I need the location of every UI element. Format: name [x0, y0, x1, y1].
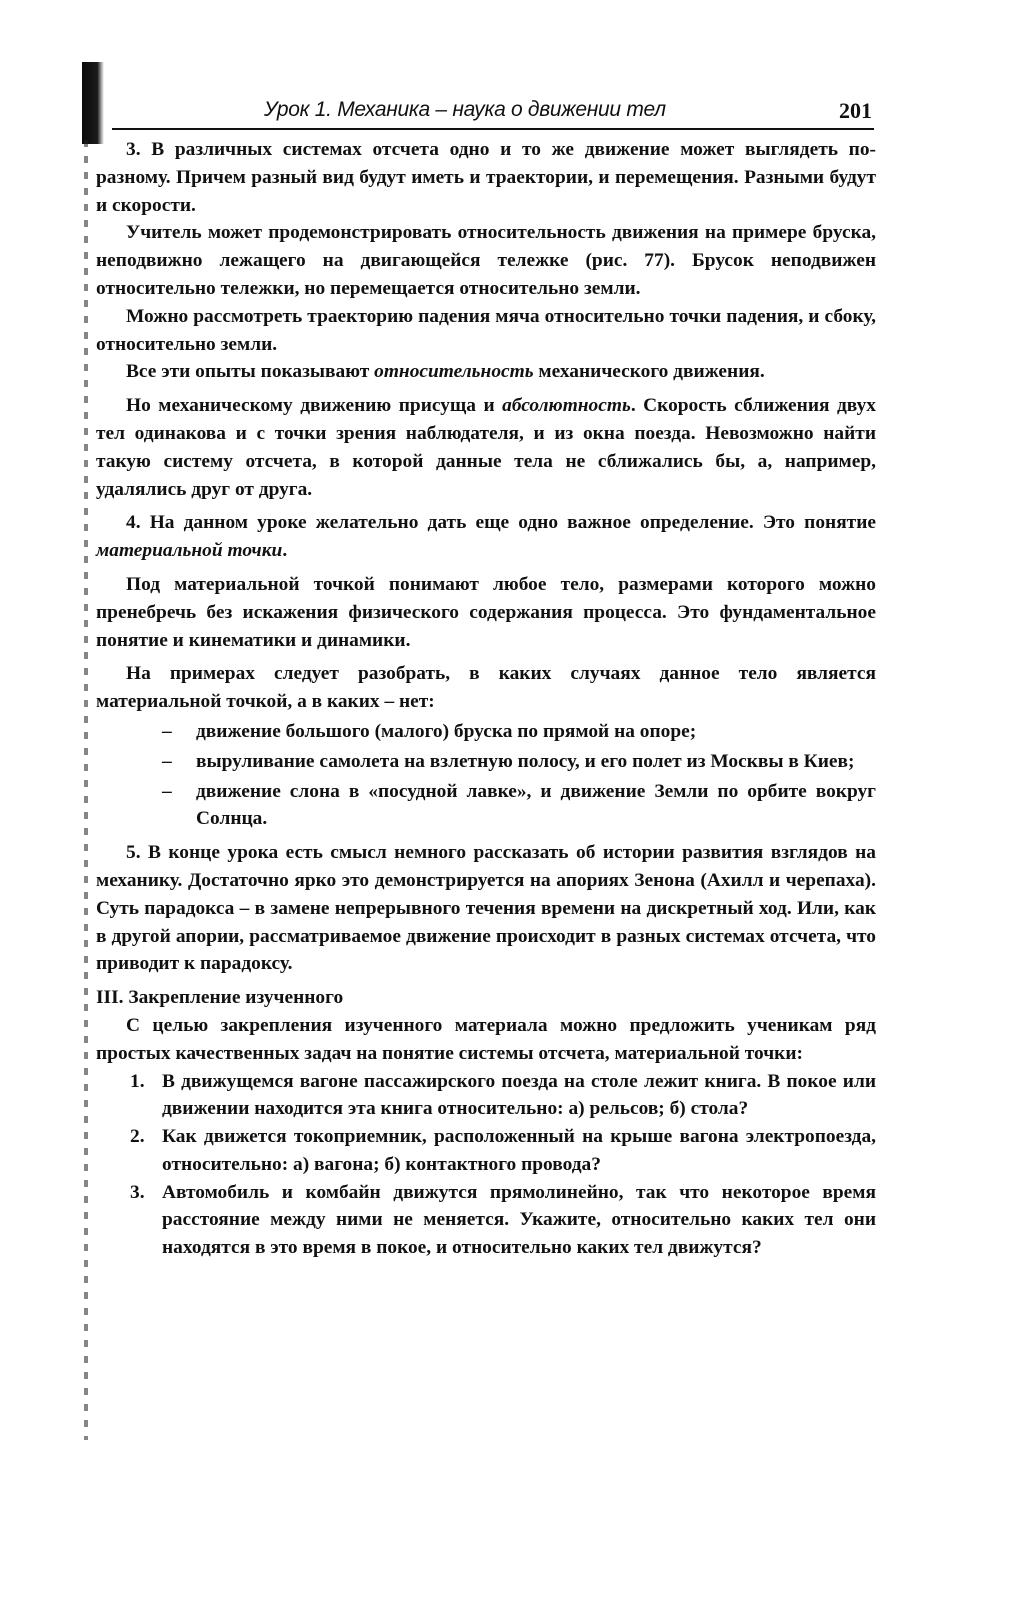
task-number: 1.	[130, 1070, 145, 1092]
running-title: Урок 1. Механика – наука о движении тел	[264, 98, 666, 121]
task-text: Автомобиль и комбайн движутся прямолинейно, так что некоторое время расстояние между ними не меняется. Укажите, относительно каких тел они находятся в это время в покое, и относительно каких тел движутся?	[162, 1181, 876, 1259]
page-body	[96, 136, 876, 1262]
binding-shadow	[82, 62, 104, 144]
text-run: механического движения.	[533, 361, 765, 383]
task-item	[130, 1179, 876, 1262]
paragraph-material-point-intro	[96, 509, 876, 565]
paragraph-zeno-aporias: 5. В конце урока есть смысл немного рассказать об истории развития взглядов на механику. Достаточно ярко это демонстрируется на апориях Зенона (Ахилл и черепаха). Суть парадокса – в замене непрерывного течения времени на дискретный ход. Или, как в другой апории, рассматриваемое движение происходит в разных системах отсчета, что приводит к парадоксу.	[96, 842, 876, 975]
paragraph-ball-trajectory: Можно рассмотреть траекторию падения мяча относительно точки падения, и сбоку, относительно земли.	[96, 305, 876, 355]
term-relativity: относительность	[374, 361, 534, 383]
page-number: 201	[839, 98, 872, 123]
paragraph-absoluteness	[96, 392, 876, 503]
text-run: . Скорость сближения двух тел одинакова и с точки зрения наблюдателя, и из окна поезда. Невозможно найти такую систему отсчета, в которой данные тела не сближались бы, а, например, удалялись друг от друга.	[96, 395, 876, 500]
page-edge-marks	[84, 140, 88, 1440]
paragraph-relativity	[96, 358, 876, 386]
paragraph-teacher-demo: Учитель может продемонстрировать относительность движения на примере бруска, неподвижно лежащего на двигающейся тележке (рис. 77). Брусок неподвижен относительно тележки, но перемещается относительно земли.	[96, 222, 876, 299]
task-number: 3.	[130, 1181, 145, 1203]
task-text: Как движется токоприемник, расположенный на крыше вагона электропоезда, относительно: а) вагона; б) контактного провода?	[162, 1126, 876, 1175]
page-header	[112, 98, 874, 130]
examples-list	[96, 718, 876, 833]
paragraph-examples-intro: На примерах следует разобрать, в каких случаях данное тело является материальной точкой, а в каких – нет:	[96, 663, 876, 713]
text-run: Но механическому движению присуща и	[126, 395, 503, 417]
list-item: – движение большого (малого) бруска по прямой на опоре;	[162, 718, 876, 746]
paragraph-consolidation: С целью закрепления изученного материала можно предложить ученикам ряд простых качественных задач на понятие системы отсчета, материальной точки:	[96, 1014, 876, 1064]
paragraph-reference-frames: 3. В различных системах отсчета одно и то же движение может выглядеть по-разному. Причем разный вид будут иметь и траектории, и перемещения. Разными будут и скорости.	[96, 139, 876, 216]
text-run: Все эти опыты показывают	[126, 361, 375, 383]
text-run: 4. На данном уроке желательно дать еще одно важное определение. Это понятие	[126, 512, 876, 534]
paragraph-material-point-definition: Под материальной точкой понимают любое тело, размерами которого можно пренебречь без искажения физического содержания процесса. Это фундаментальное понятие и кинематики и динамики.	[96, 573, 876, 651]
task-item	[130, 1123, 876, 1179]
term-absoluteness: абсолютность	[502, 395, 631, 417]
task-number: 2.	[130, 1126, 145, 1148]
term-material-point: материальной точки	[96, 540, 283, 562]
list-item: – движение слона в «посудной лавке», и движение Земли по орбите вокруг Солнца.	[162, 778, 876, 834]
tasks-list	[96, 1068, 876, 1263]
section-heading: III. Закрепление изученного	[96, 987, 344, 1009]
text-run: .	[282, 540, 288, 562]
task-text: В движущемся вагоне пассажирского поезда на столе лежит книга. В покое или движении находится эта книга относительно: а) рельсов; б) стола?	[162, 1070, 876, 1120]
list-item: – выруливание самолета на взлетную полосу, и его полет из Москвы в Киев;	[162, 748, 876, 776]
task-item	[130, 1068, 876, 1124]
